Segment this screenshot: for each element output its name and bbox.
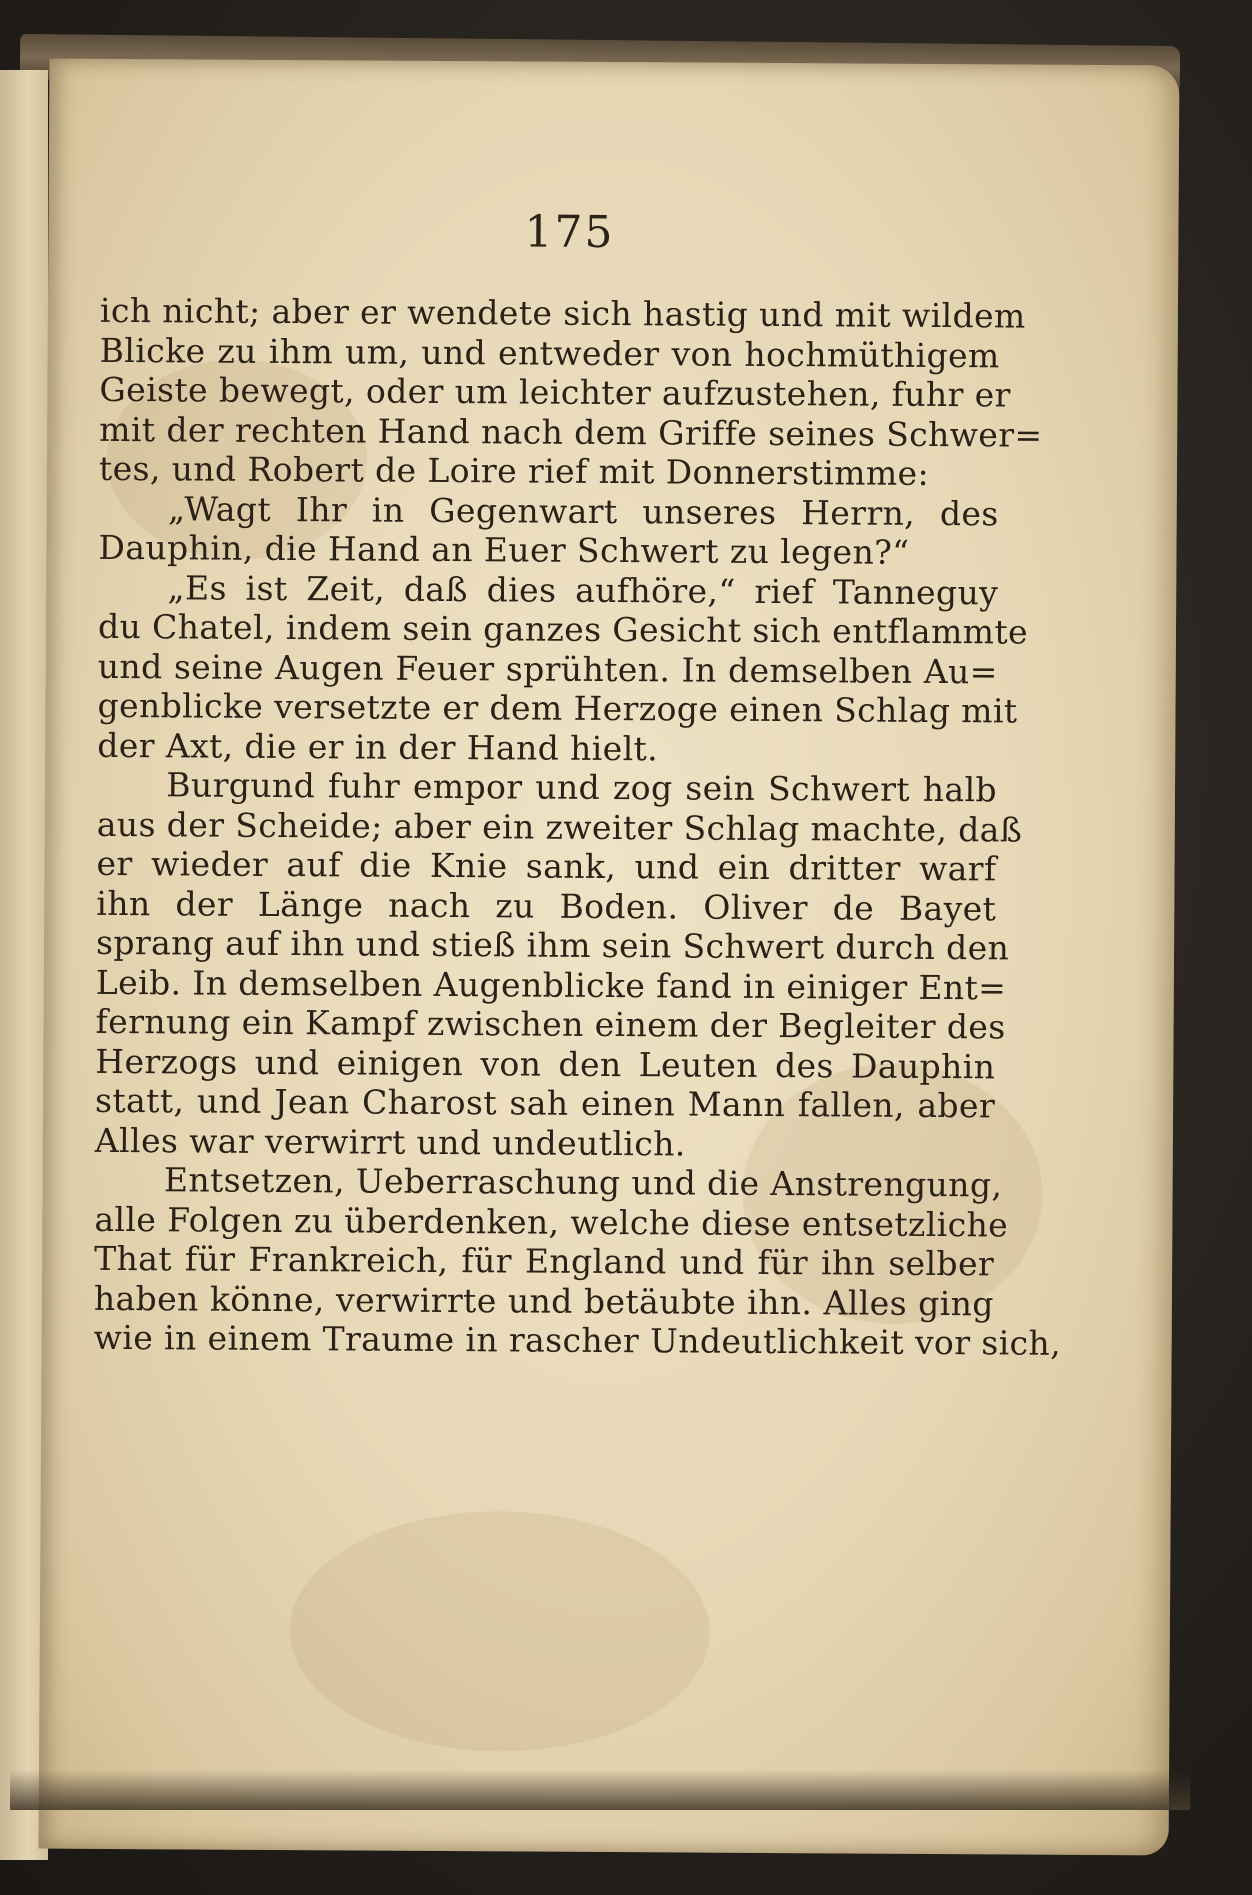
text-line: aus der Scheide; aber ein zweiter Schlag machte, daß xyxy=(96,804,1023,850)
text-line: Alles war verwirrt und undeutlich. xyxy=(94,1120,686,1163)
text-line: ihn der Länge nach zu Boden. Oliver de Bayet xyxy=(96,883,997,928)
text-line: statt, und Jean Charost sah einen Mann fallen, aber xyxy=(94,1080,996,1126)
body-text xyxy=(93,290,1062,1363)
text-line: sprang auf ihn und stieß ihm sein Schwert durch den xyxy=(95,922,1010,968)
text-line: Leib. In demselben Augenblicke fand in einiger Ent= xyxy=(95,962,1007,1007)
text-line: fernung ein Kampf zwischen einem der Begleiter des xyxy=(95,1001,1006,1047)
text-line: und seine Augen Feuer sprühten. In demselben Au= xyxy=(97,646,998,691)
text-line: du Chatel, indem sein ganzes Gesicht sich entflammte xyxy=(97,606,1029,652)
text-line: wie in einem Traume in rascher Undeutlichkeit vor sich, xyxy=(93,1317,1062,1363)
text-line: „Wagt Ihr in Gegenwart unseres Herrn, des xyxy=(167,488,999,533)
text-line: mit der rechten Hand nach dem Griffe seines Schwer= xyxy=(99,409,1043,455)
text-line: Burgund fuhr empor und zog sein Schwert halb xyxy=(166,765,998,810)
text-line: tes, und Robert de Loire rief mit Donnerstimme: xyxy=(98,448,930,493)
page-number: 175 xyxy=(524,206,615,259)
text-line: alle Folgen zu überdenken, welche diese entsetzliche xyxy=(94,1199,1009,1244)
text-line: er wieder auf die Knie sank, und ein dritter warf xyxy=(96,843,997,889)
page-bottom-shadow xyxy=(10,1770,1190,1810)
text-line: haben könne, verwirrte und betäubte ihn. Alles ging xyxy=(93,1278,995,1323)
text-line: Entsetzen, Ueberraschung und die Anstrengung, xyxy=(163,1160,1003,1205)
text-line: der Axt, die er in der Hand hielt. xyxy=(97,725,659,768)
text-line: Dauphin, die Hand an Euer Schwert zu legen?“ xyxy=(98,527,910,572)
text-line: Herzogs und einigen von den Leuten des Dauphin xyxy=(95,1041,996,1086)
book-page xyxy=(39,59,1180,1856)
text-line: Geiste bewegt, oder um leichter aufzustehen, fuhr er xyxy=(99,369,1011,415)
text-line: That für Frankreich, für England und für ihn selber xyxy=(94,1238,995,1284)
text-line: ich nicht; aber er wendete sich hastig und mit wildem xyxy=(99,290,1026,336)
text-line: Blicke zu ihm um, und entweder von hochmüthigem xyxy=(99,330,1000,375)
paper-stain xyxy=(289,1510,710,1753)
text-line: genblicke versetzte er dem Herzoge einen Schlag mit xyxy=(97,685,1018,731)
text-line: „Es ist Zeit, daß dies aufhöre,“ rief Tanneguy xyxy=(167,567,999,612)
